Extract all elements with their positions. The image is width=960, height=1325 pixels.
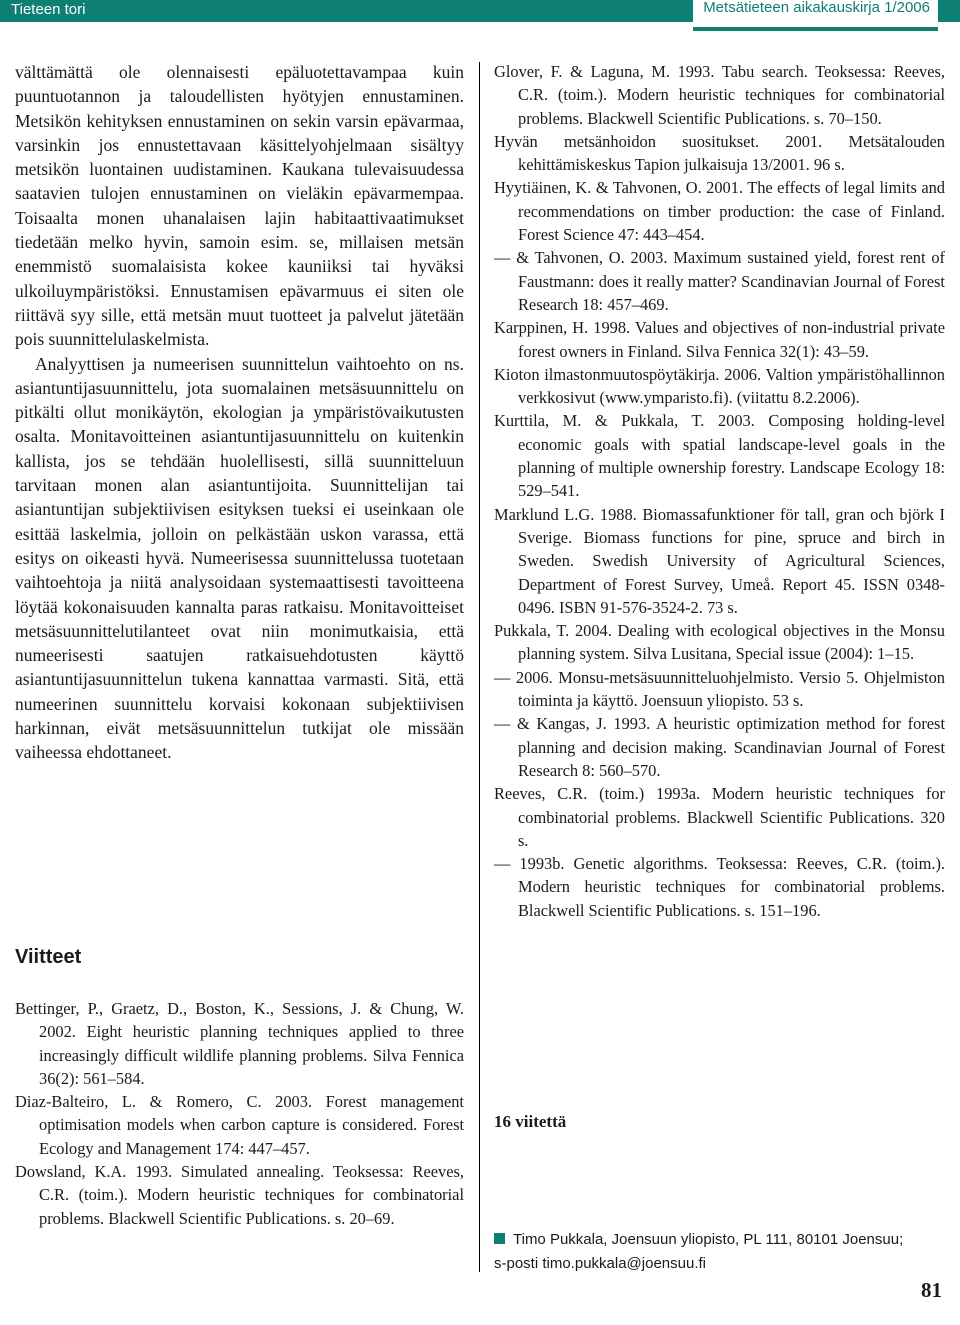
reference-item: Hyvän metsänhoidon suositukset. 2001. Metsätalouden kehittämiskeskus Tapion julkaisuja 13/2001. 96 s. (494, 131, 945, 175)
reference-item: Pukkala, T. 2004. Dealing with ecological objectives in the Monsu planning system. Silva Lusitana, Special issue (2004): 1–15. (494, 621, 945, 664)
reference-item: Dowsland, K.A. 1993. Simulated annealing. Teoksessa: Reeves, C.R. (toim.). Modern heuristic techniques for combinatorial problems. Blackwell Scientific Publications. s. 20–69. (15, 1162, 464, 1228)
reference-item: — & Tahvonen, O. 2003. Maximum sustained yield, forest rent of Faustmann: does it really matter? Scandinavian Journal of Forest Research 18: 457–469. (494, 248, 945, 314)
reference-item: Karppinen, H. 1998. Values and objectives of non-industrial private forest owners in Finland. Silva Fennica 32(1): 43–59. (494, 318, 945, 361)
reference-item: Kurttila, M. & Pukkala, T. 2003. Composing holding-level economic goals with spatial landscape-level goals in the planning of multiple ownership forestry. Landscape Ecology 18: 529–541. (494, 411, 945, 501)
reference-item: Reeves, C.R. (toim.) 1993a. Modern heuristic techniques for combinatorial problems. Blackwell Scientific Publications. 320 s. (494, 784, 945, 850)
square-bullet-icon (494, 1233, 505, 1244)
right-column (494, 60, 945, 1272)
column-divider (479, 62, 480, 1272)
reference-item: — 1993b. Genetic algorithms. Teoksessa: Reeves, C.R. (toim.). Modern heuristic techniques for combinatorial problems. Blackwell Scientific Publications. s. 151–196. (494, 854, 945, 920)
journal-label: Metsätieteen aikakauskirja 1/2006 (693, 0, 938, 31)
body-paragraph: Analyyttisen ja numeerisen suunnittelun vaihtoehto on ns. asiantuntijasuunnittelu, jota suomalainen metsäsuunnittelu on pitkälti ollut monikäytön, ekologian ja ympäristövaikutusten osalta. Monitavoitteinen asiantuntijasuunnittelu on kuitenkin kallista, jos se tehdään huolellisesti, sillä suunnitteluun tarvitaan monen alan asiantuntijoita. Suunnittelijan tai asiantuntijan subjektiivisen esityksen tueksi ei useinkaan ole esittää laskelmia, jolloin on pelkästään uskon varassa, että esitys on oikeasti hyvä. Numeerisessa suunnittelussa tuotetaan vaihtoehtoja ja niitä analysoidaan systemaattisesti tavoitteena löytää kokonaisuuden kannalta paras ratkaisu. Monitavoitteiset metsäsuunnittelutilanteet ovat niin monimutkaisia, että numeerisesti saatujen ratkaisuehdotusten käyttö asiantuntijasuunnittelun tukena kannattaa varmasti. Sitä, että numeerinen suunnittelu korvaisi kokonaan subjektiivisen harkinnan, eivät metsäsuunnittelun tutkijat ole missään vaiheessa ehdottaneet. (15, 353, 464, 763)
reference-item: Bettinger, P., Graetz, D., Boston, K., Sessions, J. & Chung, W. 2002. Eight heuristic planning techniques applied to three increasingly difficult wildlife planning problems. Silva Fennica 36(2): 561–584. (15, 999, 464, 1088)
author-email: s-posti timo.pukkala@joensuu.fi (494, 1255, 706, 1272)
reference-item: Glover, F. & Laguna, M. 1993. Tabu search. Teoksessa: Reeves, C.R. (toim.). Modern heuristic techniques for combinatorial problems. Blackwell Scientific Publications. s. 70–150. (494, 62, 945, 128)
author-line (494, 1228, 945, 1252)
reference-item: — & Kangas, J. 1993. A heuristic optimization method for forest planning and decision making. Scandinavian Journal of Forest Research 8: 560–570. (494, 714, 945, 780)
references-list-left (15, 997, 464, 1230)
body-paragraph: välttämättä ole olennaisesti epäluotettavampaa kuin puuntuotannon ja taloudellisten hyötyjen ennustaminen. Metsikön kehityksen ennustaminen on sekin varsin epävarmaa, varsinkin jos ennustettavaan käsittelyohjelmaan sisältyy metsikön luontainen uudistaminen. Kaukana tulevaisuudessa saatavien tulojen ennustaminen on vieläkin epävarmempaa. Toisaalta monen uhanalaisen lajin habitaattivaatimukset tiedetään melko hyvin, samoin esim. se, millaisen metsän enemmistö suomalaisista kokee kauniiksi tai hyväksi ulkoiluympäristöksi. Ennustamisen epävarmuus ei siten ole riittävä syy sille, että metsän muut tuotteet ja palvelut jätetään pois suunnittelulaskelmista. (15, 62, 464, 350)
references-list-right (494, 60, 945, 922)
section-label: Tieteen tori (11, 1, 86, 18)
left-column (15, 60, 464, 1228)
reference-item: Marklund L.G. 1988. Biomassafunktioner för tall, gran och björk I Sverige. Biomass functions for pine, spruce and birch in Sweden. Swedish University of Agricultural Sciences, Department of Forest Survey, Umeå. Report 45. ISSN 0348-0496. ISBN 91-576-3524-2. 73 s. (494, 504, 945, 617)
page-header (0, 0, 960, 22)
reference-item: Diaz-Balteiro, L. & Romero, C. 2003. Forest management optimisation models when carbon capture is considered. Forest Ecology and Management 174: 447–457. (15, 1092, 464, 1158)
reference-item: Kioton ilmastonmuutospöytäkirja. 2006. Valtion ympäristöhallinnon verkkosivut (www.ymparisto.fi). (viitattu 8.2.2006). (494, 364, 945, 408)
author-info (494, 1228, 945, 1276)
page-number: 81 (921, 1278, 942, 1302)
references-heading: Viitteet (15, 946, 82, 968)
author-affiliation: Timo Pukkala, Joensuun yliopisto, PL 111, 80101 Joensuu; (513, 1231, 904, 1248)
reference-item: Hyytiäinen, K. & Tahvonen, O. 2001. The effects of legal limits and recommendations on timber production: the case of Finland. Forest Science 47: 443–454. (494, 178, 945, 245)
reference-item: — 2006. Monsu-metsäsuunnitteluohjelmisto. Versio 5. Ohjelmiston toiminta ja käyttö. Joensuun yliopisto. 53 s. (494, 667, 945, 711)
reference-count: 16 viitettä (494, 1112, 567, 1131)
